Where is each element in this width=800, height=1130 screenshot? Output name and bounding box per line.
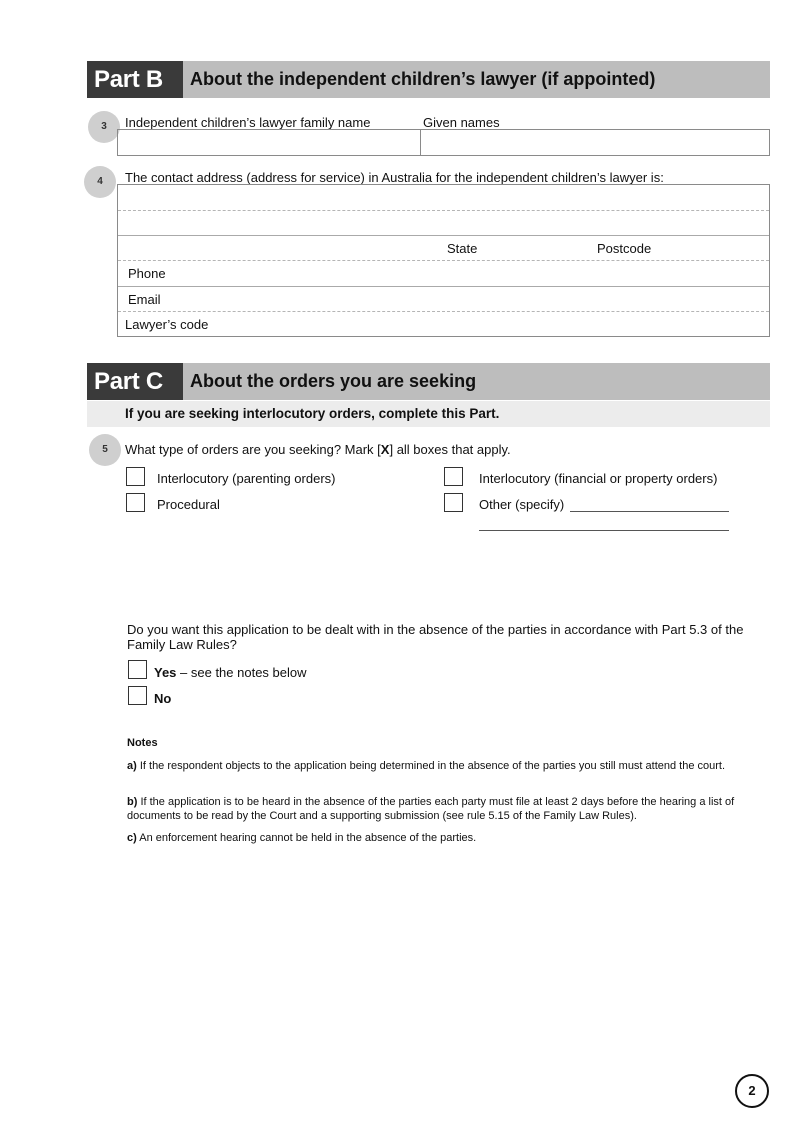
other-specify-line-1[interactable] [570, 511, 729, 512]
option-other-label: Other (specify) [479, 497, 565, 512]
checkbox-absence-yes[interactable] [128, 660, 147, 679]
part-b-header [87, 61, 770, 98]
lawyer-code-field[interactable] [218, 312, 768, 336]
question-5-number: 5 [89, 434, 121, 466]
part-b-label: Part B [87, 61, 183, 98]
page-number: 2 [735, 1074, 769, 1108]
checkbox-interlocutory-financial[interactable] [444, 467, 463, 486]
option-procedural-label: Procedural [157, 497, 220, 512]
note-a: a) If the respondent objects to the application being determined in the absence of the parties you still must attend the court. [127, 760, 726, 772]
email-label: Email [128, 292, 161, 307]
address-line-2-field[interactable] [118, 211, 769, 235]
order-type-prompt: What type of orders are you seeking? Mark [X] all boxes that apply. [125, 442, 511, 457]
part-c-title: About the orders you are seeking [190, 371, 477, 391]
checkbox-other[interactable] [444, 493, 463, 512]
option-interlocutory-parenting-label: Interlocutory (parenting orders) [157, 471, 336, 486]
address-prompt: The contact address (address for service) in Australia for the independent children’s lawyer is: [125, 170, 664, 185]
address-line-1-field[interactable] [118, 185, 769, 210]
checkbox-absence-no[interactable] [128, 686, 147, 705]
postcode-label: Postcode [597, 241, 652, 256]
other-specify-line-2[interactable] [479, 530, 729, 531]
postcode-field[interactable] [658, 236, 768, 260]
part-c-subheading: If you are seeking interlocutory orders, complete this Part. [125, 406, 500, 421]
part-c-header [87, 363, 770, 400]
phone-field[interactable] [178, 261, 768, 286]
notes-heading: Notes [127, 737, 158, 749]
given-names-field[interactable] [421, 130, 769, 155]
checkbox-procedural[interactable] [126, 493, 145, 512]
address-box [117, 184, 770, 337]
absence-no-label: No [154, 691, 172, 706]
part-b-title: About the independent children’s lawyer (if appointed) [190, 69, 656, 89]
checkbox-interlocutory-parenting[interactable] [126, 467, 145, 486]
family-name-field[interactable] [118, 130, 420, 155]
absence-question: Do you want this application to be dealt with in the absence of the parties in accordance with Part 5.3 of the Family Law Rules? [127, 622, 744, 652]
email-field[interactable] [178, 287, 768, 311]
given-names-label: Given names [423, 115, 500, 130]
option-interlocutory-financial-label: Interlocutory (financial or property orders) [479, 471, 718, 486]
lawyer-code-label: Lawyer’s code [125, 317, 209, 332]
state-label: State [447, 241, 478, 256]
phone-label: Phone [128, 266, 166, 281]
note-c: c) An enforcement hearing cannot be held in the absence of the parties. [127, 832, 477, 844]
note-b: b) If the application is to be heard in the absence of the parties each party must file at least 2 days before the hearing a list of documents to be read by the Court and a supporting submission (see rule 5.15 of the Family Law Rules). [127, 796, 735, 822]
lawyer-name-box [117, 129, 770, 156]
question-4-number: 4 [84, 166, 116, 198]
absence-yes-label: Yes – see the notes below [154, 665, 307, 680]
suburb-field[interactable] [118, 236, 438, 260]
question-3-number: 3 [88, 111, 120, 143]
family-name-label: Independent children’s lawyer family name [125, 115, 371, 130]
part-c-subheading-bar [87, 401, 770, 427]
state-field[interactable] [496, 236, 596, 260]
part-c-label: Part C [87, 363, 183, 400]
